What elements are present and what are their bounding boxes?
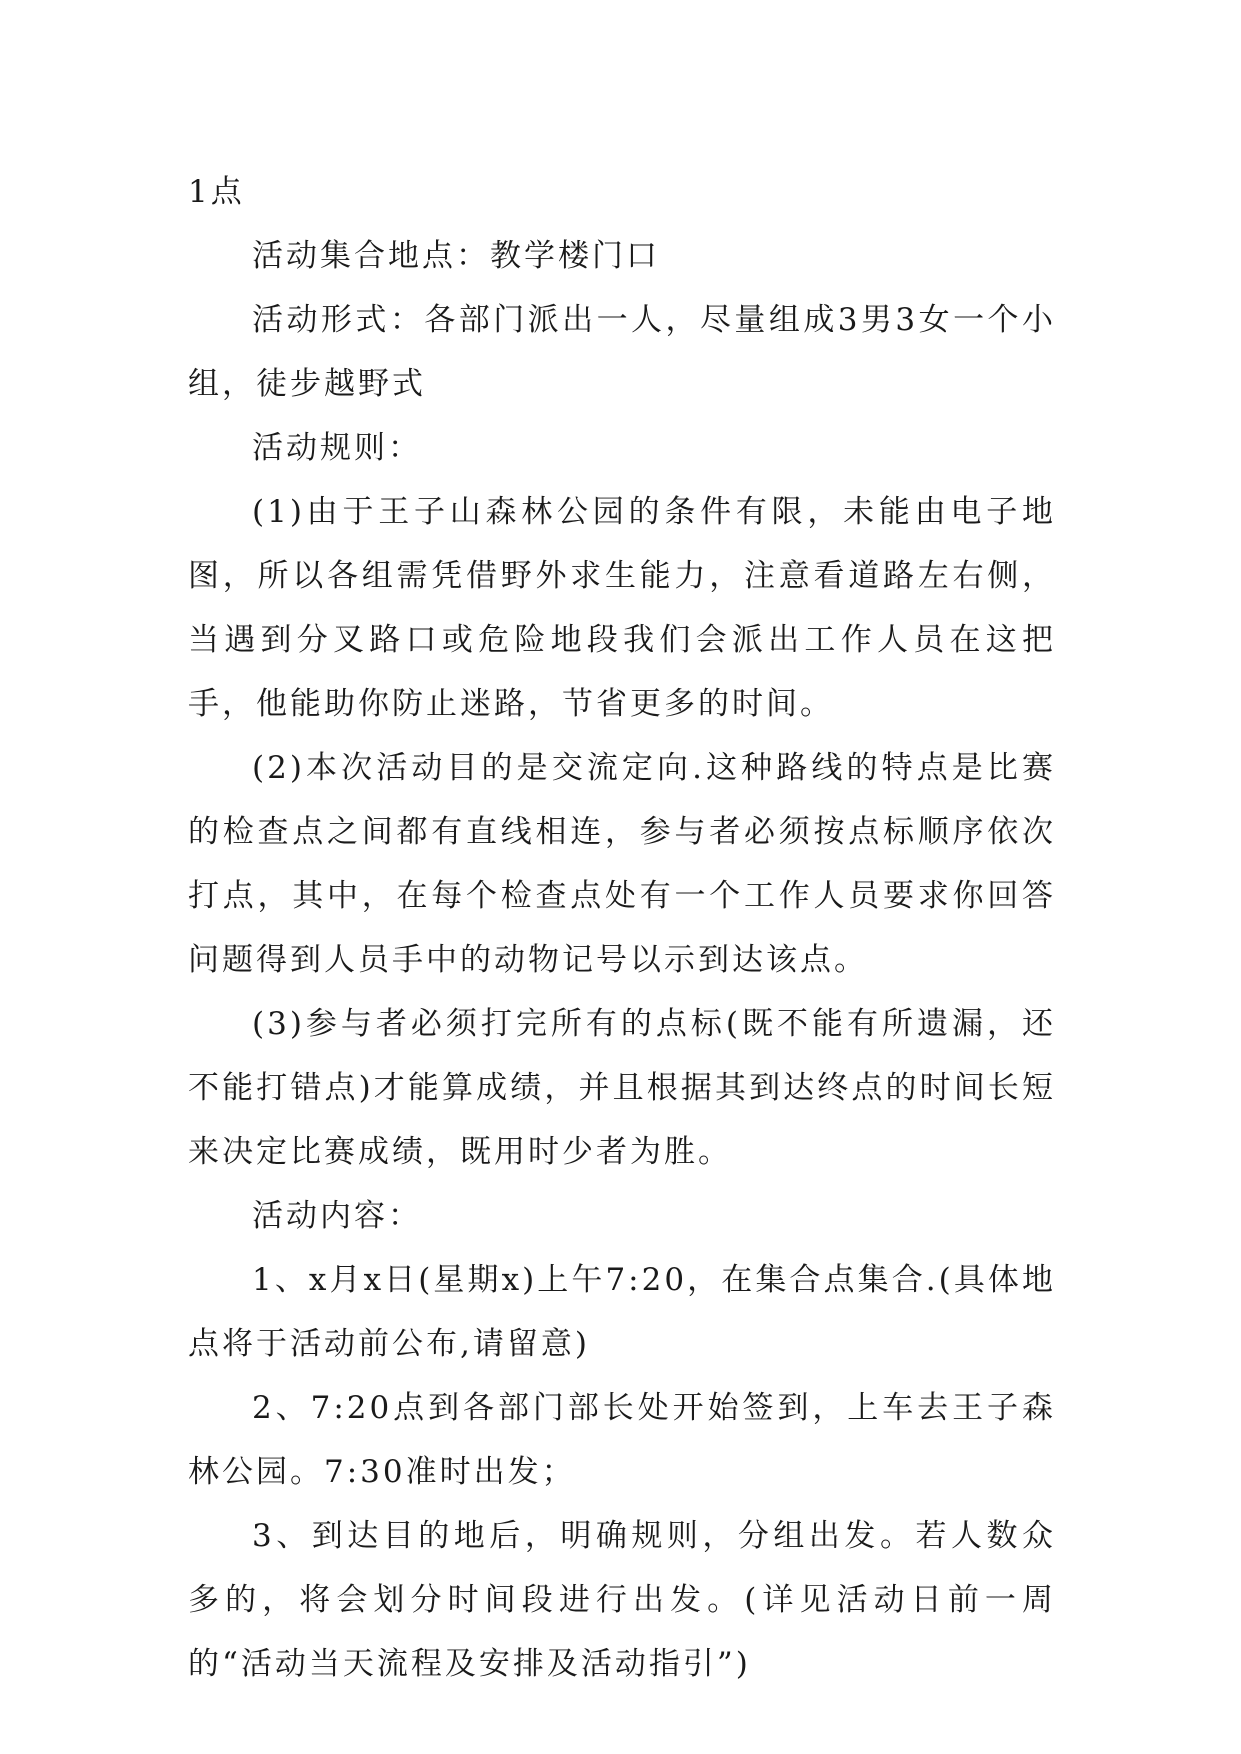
paragraph-content-item-3: 3、到达目的地后，明确规则，分组出发。若人数众多的，将会划分时间段进行出发。(详见活动日前一周的“活动当天流程及安排及活动指引”): [188, 1518, 1056, 1682]
paragraph-content-item-2: 2、7:20点到各部门部长处开始签到，上车去王子森林公园。7:30准时出发；: [188, 1390, 1056, 1490]
paragraph-content-heading: 活动内容：: [252, 1198, 422, 1234]
document-body: [188, 160, 1056, 1696]
paragraph-rule-3: (3)参与者必须打完所有的点标(既不能有所遗漏，还不能打错点)才能算成绩，并且根据其到达终点的时间长短来决定比赛成绩，既用时少者为胜。: [188, 1006, 1056, 1170]
paragraph-time-fragment: 1点: [188, 174, 245, 210]
paragraph-content-item-1: 1、x月x日(星期x)上午7:20，在集合点集合.(具体地点将于活动前公布,请留意): [188, 1262, 1056, 1362]
paragraph-meeting-place: 活动集合地点：教学楼门口: [252, 238, 660, 274]
paragraph-rule-1: (1)由于王子山森林公园的条件有限，未能由电子地图，所以各组需凭借野外求生能力，注意看道路左右侧，当遇到分叉路口或危险地段我们会派出工作人员在这把手，他能助你防止迷路，节省更多的时间。: [188, 494, 1056, 722]
paragraph-rule-2: (2)本次活动目的是交流定向.这种路线的特点是比赛的检查点之间都有直线相连，参与者必须按点标顺序依次打点，其中，在每个检查点处有一个工作人员要求你回答问题得到人员手中的动物记号以示到达该点。: [188, 750, 1056, 978]
paragraph-activity-format: 活动形式：各部门派出一人，尽量组成3男3女一个小组，徒步越野式: [188, 302, 1056, 402]
paragraph-rules-heading: 活动规则：: [252, 430, 422, 466]
